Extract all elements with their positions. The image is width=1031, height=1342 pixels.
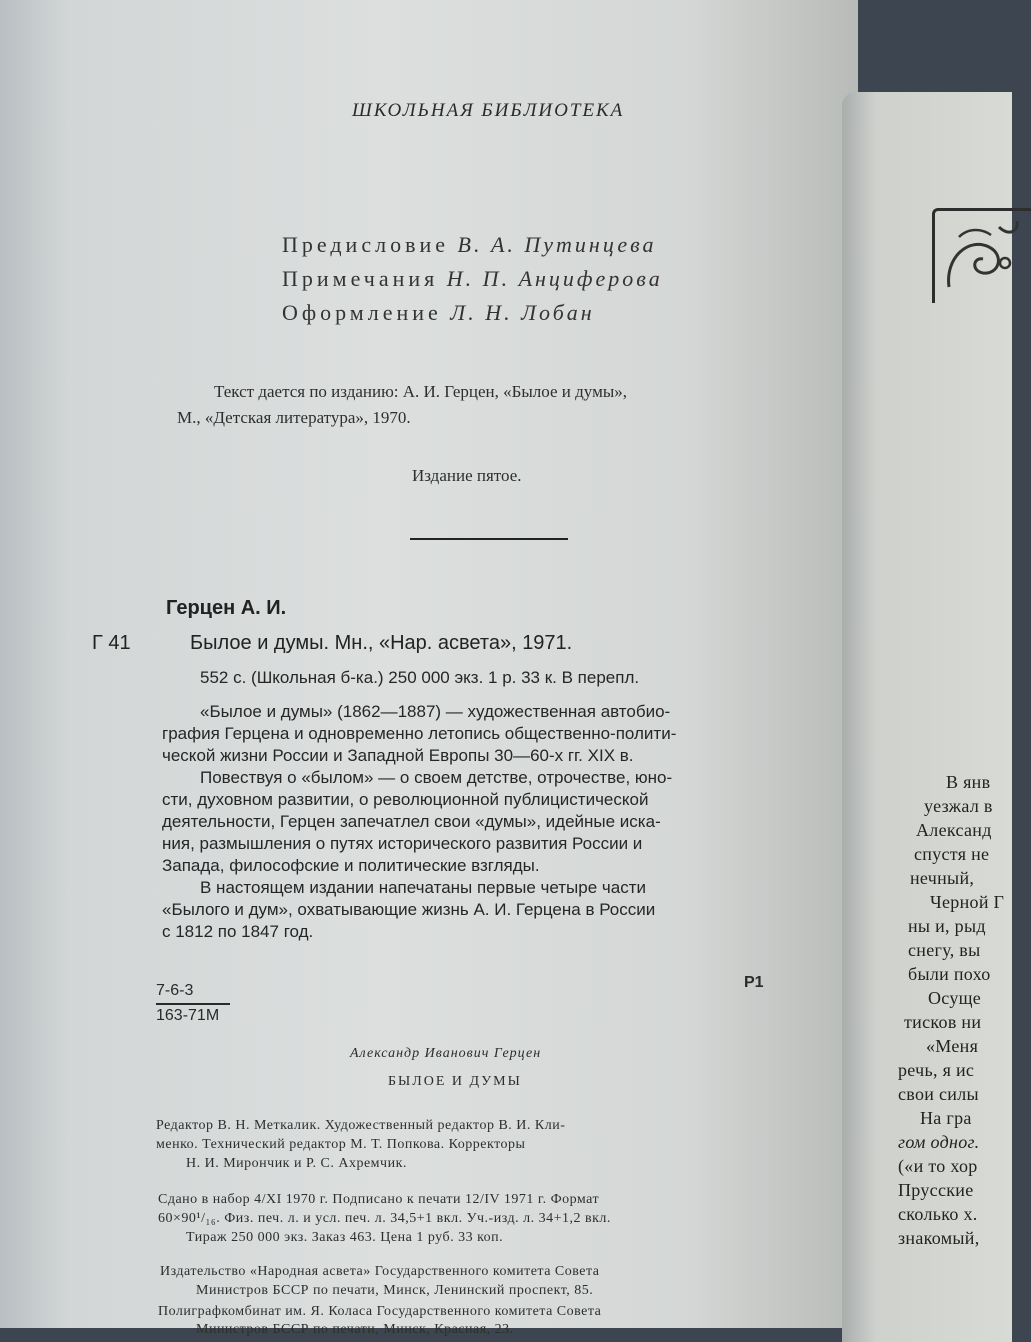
- annotation-line: Повествуя о «былом» — о своем детстве, отрочестве, юно-: [200, 768, 673, 787]
- right-text-line: нечный,: [910, 868, 975, 888]
- right-text-line: гом одног.: [898, 1132, 980, 1152]
- publisher-line: Издательство «Народная асвета» Государственного комитета Совета: [160, 1264, 600, 1279]
- right-text-line: Черной Г: [930, 892, 1005, 912]
- right-text-line: сколько х.: [898, 1204, 978, 1224]
- credit-role: Предисловие: [282, 232, 449, 257]
- catalog-author: Герцен А. И.: [166, 597, 287, 619]
- annotation-line: деятельности, Герцен запечатлел свои «думы», идейные иска-: [162, 812, 661, 831]
- credit-design: [282, 300, 595, 326]
- series-title: ШКОЛЬНАЯ БИБЛИОТЕКА: [352, 100, 625, 121]
- right-text-line: тисков ни: [904, 1012, 982, 1032]
- right-text-line: Осуще: [928, 988, 982, 1008]
- annotation-line: Запада, философские и политические взгляды.: [162, 856, 540, 875]
- printer-line: Полиграфкомбинат им. Я. Коласа Государственного комитета Совета: [158, 1304, 602, 1319]
- right-text-line: были похо: [908, 964, 991, 984]
- right-text-line: ны и, рыд: [908, 916, 986, 936]
- classification-bottom: 163-71М: [156, 1007, 220, 1024]
- credit-name: Л. Н. Лобан: [450, 300, 595, 325]
- publisher-line: Министров БССР по печати, Минск, Ленинский проспект, 85.: [196, 1283, 594, 1298]
- colophon-title: БЫЛОЕ И ДУМЫ: [388, 1074, 522, 1089]
- print-data-line: Тираж 250 000 экз. Заказ 463. Цена 1 руб. 33 коп.: [186, 1230, 504, 1245]
- catalog-title-line: Былое и думы. Мн., «Нар. асвета», 1971.: [190, 632, 573, 654]
- annotation-line: В настоящем издании напечатаны первые четыре части: [200, 878, 646, 897]
- right-text-line: «Меня: [926, 1036, 979, 1056]
- classification-right: Р1: [744, 974, 764, 991]
- credit-name: Н. П. Анциферова: [446, 266, 663, 291]
- staff-line: Н. И. Мирончик и Р. С. Ахремчик.: [186, 1156, 407, 1171]
- staff-line: менко. Технический редактор М. Т. Попкова. Корректоры: [156, 1137, 526, 1152]
- annotation-line: сти, духовном развитии, о революционной публицистической: [162, 790, 649, 809]
- right-text-line: Александ: [916, 820, 992, 840]
- classification-rule: [156, 1003, 230, 1005]
- catalog-code: Г 41: [92, 632, 131, 654]
- staff-line: Редактор В. Н. Меткалик. Художественный редактор В. И. Кли-: [156, 1118, 566, 1133]
- right-text-line: спустя не: [914, 844, 990, 864]
- credit-name: В. А. Путинцева: [457, 232, 657, 257]
- right-text-line: уезжал в: [924, 796, 993, 816]
- classification-top: 7-6-3: [156, 982, 194, 999]
- colophon-author: Александр Иванович Герцен: [350, 1046, 542, 1061]
- annotation-line: с 1812 по 1847 год.: [162, 922, 314, 941]
- annotation-line: ния, размышления о путях исторического развития России и: [162, 834, 643, 853]
- edition-note: Издание пятое.: [412, 466, 522, 485]
- catalog-pages-line: 552 с. (Школьная б-ка.) 250 000 экз. 1 р. 33 к. В перепл.: [200, 668, 640, 687]
- credit-role: Примечания: [282, 266, 439, 291]
- right-text-line: На гра: [920, 1108, 972, 1128]
- annotation-line: ческой жизни России и Западной Европы 30—60-х гг. XIX в.: [162, 746, 634, 765]
- separator-rule: [410, 538, 568, 540]
- credit-role: Оформление: [282, 300, 442, 325]
- right-text-line: В янв: [946, 772, 991, 792]
- printer-line: Министров БССР по печати, Минск, Красная, 23.: [196, 1322, 514, 1337]
- right-text-line: снегу, вы: [908, 940, 981, 960]
- annotation-line: графия Герцена и одновременно летопись общественно-полити-: [162, 724, 677, 743]
- print-data-line: 60×90¹/₁₆. Физ. печ. л. и усл. печ. л. 34,5+1 вкл. Уч.-изд. л. 34+1,2 вкл.: [158, 1211, 611, 1226]
- credit-preface: [282, 232, 657, 258]
- source-line-1: Текст дается по изданию: А. И. Герцен, «Былое и думы»,: [214, 382, 627, 401]
- right-text-line: («и то хор: [898, 1156, 978, 1176]
- right-text-line: знакомый,: [898, 1228, 980, 1248]
- ornament-icon: [932, 208, 1031, 303]
- print-data-line: Сдано в набор 4/XI 1970 г. Подписано к печати 12/IV 1971 г. Формат: [158, 1192, 600, 1207]
- source-line-2: М., «Детская литература», 1970.: [177, 408, 411, 427]
- right-text-line: Прусские: [898, 1180, 974, 1200]
- right-text-line: речь, я ис: [898, 1060, 975, 1080]
- right-text-line: свои силы: [898, 1084, 979, 1104]
- credit-notes: [282, 266, 663, 292]
- right-page: [842, 92, 1012, 1342]
- annotation-line: «Былое и думы» (1862—1887) — художественная автобио-: [200, 702, 671, 721]
- annotation-line: «Былого и дум», охватывающие жизнь А. И. Герцена в России: [162, 900, 656, 919]
